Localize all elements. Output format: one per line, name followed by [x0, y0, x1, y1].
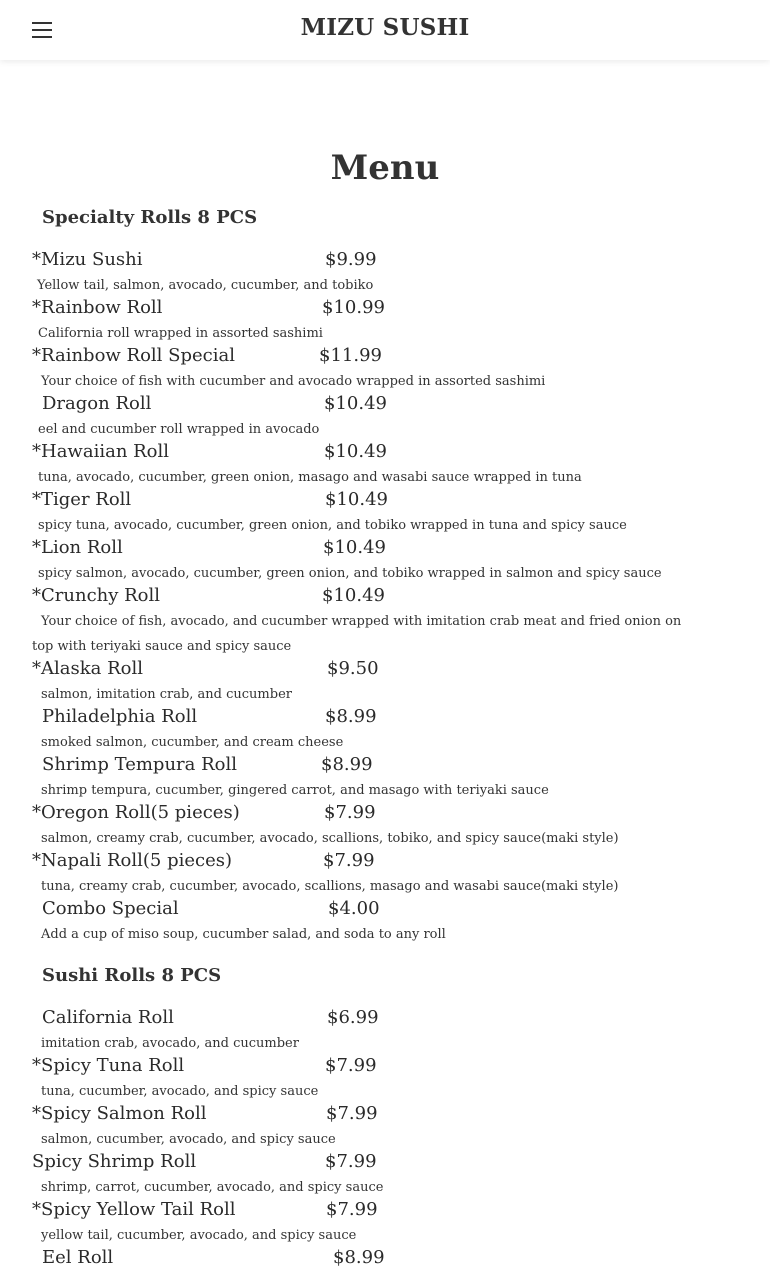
item-price: $10.49 — [324, 441, 387, 462]
item-description: Your choice of fish, avocado, and cucumber wrapped with imitation crab meat and fried onion on top with teriyaki sauce and spicy sauce — [32, 614, 682, 654]
item-price: $8.99 — [325, 706, 377, 727]
item-description: Add a cup of miso soup, cucumber salad, and soda to any roll — [41, 927, 446, 942]
item-description: tuna, avocado, cucumber, green onion, masago and wasabi sauce wrapped in tuna — [38, 470, 582, 485]
item-name: *Tiger Roll — [32, 489, 132, 510]
item-description: salmon, creamy crab, cucumber, avocado, scallions, tobiko, and spicy sauce(maki style) — [41, 831, 619, 846]
item-name: *Crunchy Roll — [32, 585, 161, 606]
item-price: $10.49 — [324, 393, 387, 414]
item-price: $7.99 — [325, 1055, 377, 1076]
section-title-sushi-rolls: Sushi Rolls 8 PCS — [42, 965, 222, 986]
item-name: *Hawaiian Roll — [32, 441, 170, 462]
item-price: $9.99 — [325, 249, 377, 270]
item-description: tuna, cucumber, avocado, and spicy sauce — [41, 1084, 319, 1099]
item-price: $11.99 — [319, 345, 382, 366]
item-description: Yellow tail, salmon, avocado, cucumber, and tobiko — [37, 278, 374, 293]
item-description: Your choice of fish with cucumber and avocado wrapped in assorted sashimi — [41, 374, 546, 389]
item-price: $7.99 — [324, 802, 376, 823]
item-name: *Napali Roll(5 pieces) — [32, 850, 232, 871]
item-description: tuna, creamy crab, cucumber, avocado, scallions, masago and wasabi sauce(maki style) — [41, 879, 619, 894]
item-price: $10.49 — [325, 489, 388, 510]
item-price: $8.99 — [321, 754, 373, 775]
item-description: spicy tuna, avocado, cucumber, green onion, and tobiko wrapped in tuna and spicy sauce — [38, 518, 627, 533]
item-description: salmon, cucumber, avocado, and spicy sauce — [41, 1132, 336, 1147]
item-name: *Spicy Salmon Roll — [32, 1103, 207, 1124]
item-description: shrimp tempura, cucumber, gingered carrot, and masago with teriyaki sauce — [41, 783, 549, 798]
item-description: salmon, imitation crab, and cucumber — [41, 687, 292, 702]
site-brand[interactable]: MIZU SUSHI — [300, 14, 470, 41]
item-name: *Rainbow Roll — [32, 297, 163, 318]
item-description: imitation crab, avocado, and cucumber — [41, 1036, 299, 1051]
item-name: Shrimp Tempura Roll — [42, 754, 238, 775]
item-name: *Oregon Roll(5 pieces) — [32, 802, 240, 823]
item-name: Spicy Shrimp Roll — [32, 1151, 197, 1172]
item-name: California Roll — [42, 1007, 174, 1028]
item-price: $7.99 — [326, 1199, 378, 1220]
item-price: $9.50 — [327, 658, 379, 679]
item-price: $8.99 — [333, 1247, 385, 1268]
item-name: *Rainbow Roll Special — [32, 345, 235, 366]
item-name: *Spicy Tuna Roll — [32, 1055, 185, 1076]
item-price: $10.49 — [323, 537, 386, 558]
item-price: $4.00 — [328, 898, 380, 919]
item-price: $6.99 — [327, 1007, 379, 1028]
item-description: smoked salmon, cucumber, and cream cheese — [41, 735, 344, 750]
item-name: *Spicy Yellow Tail Roll — [32, 1199, 236, 1220]
item-price: $10.99 — [322, 297, 385, 318]
item-description: eel and cucumber roll wrapped in avocado — [38, 422, 320, 437]
item-name: *Mizu Sushi — [32, 249, 143, 270]
item-name: Combo Special — [42, 898, 179, 919]
item-description: shrimp, carrot, cucumber, avocado, and spicy sauce — [41, 1180, 384, 1195]
item-name: *Lion Roll — [32, 537, 123, 558]
item-name: Eel Roll — [42, 1247, 114, 1268]
item-description: spicy salmon, avocado, cucumber, green onion, and tobiko wrapped in salmon and spicy sauce — [38, 566, 662, 581]
section-title-specialty-rolls: Specialty Rolls 8 PCS — [42, 207, 258, 228]
item-price: $7.99 — [323, 850, 375, 871]
item-description: California roll wrapped in assorted sashimi — [38, 326, 323, 341]
page-title: Menu — [330, 148, 440, 188]
item-description: yellow tail, cucumber, avocado, and spicy sauce — [41, 1228, 357, 1243]
item-name: Dragon Roll — [42, 393, 152, 414]
item-price: $10.49 — [322, 585, 385, 606]
item-name: Philadelphia Roll — [42, 706, 198, 727]
item-price: $7.99 — [325, 1151, 377, 1172]
top-navigation-bar — [0, 0, 770, 60]
item-name: *Alaska Roll — [32, 658, 143, 679]
item-price: $7.99 — [326, 1103, 378, 1124]
